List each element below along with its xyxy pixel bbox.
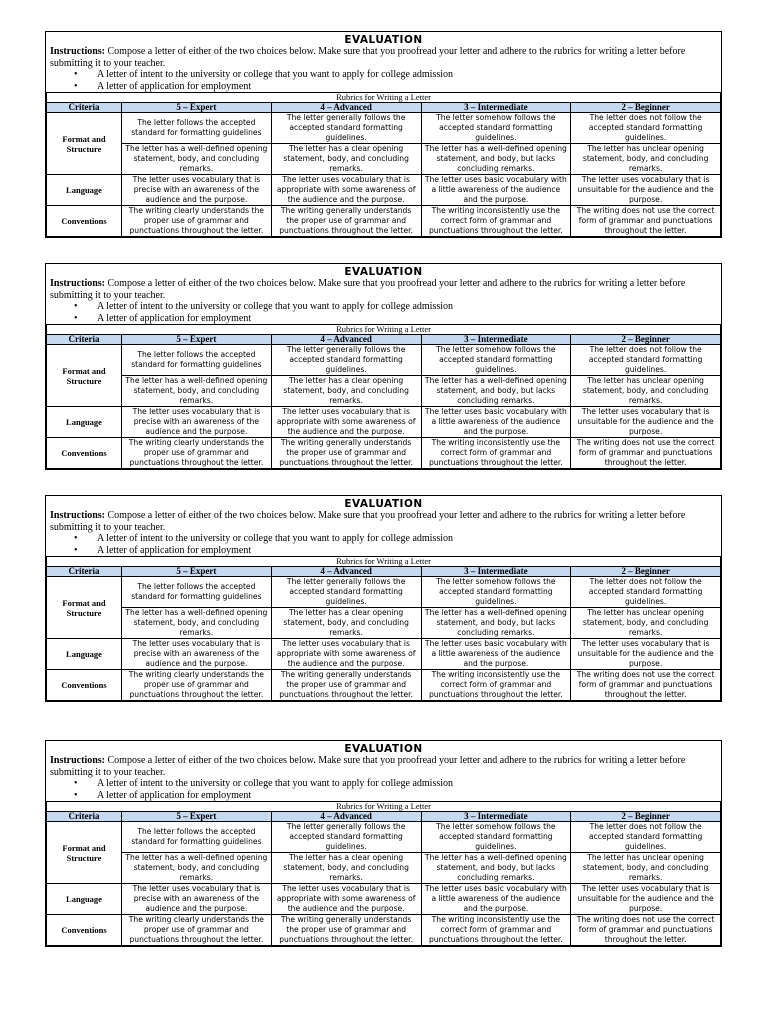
rubric-cell: The letter uses basic vocabulary with a little awareness of the audience and the purpose. [421, 884, 571, 915]
table-row [47, 608, 721, 639]
rubric-cell: The letter has a well-defined opening statement, body, and concluding remarks. [122, 144, 272, 175]
rubric-cell: The writing clearly understands the proper use of grammar and punctuations throughout the letter. [122, 206, 272, 237]
rubric-cell: The letter has a clear opening statement, body, and concluding remarks. [271, 853, 421, 884]
rubric-caption: Rubrics for Writing a Letter [47, 802, 721, 812]
choice-item [74, 778, 721, 790]
rubric-cell: The letter does not follow the accepted standard formatting guidelines. [571, 577, 721, 608]
rubric-cell: The letter generally follows the accepted standard formatting guidelines. [271, 345, 421, 376]
table-row [47, 577, 721, 608]
rubric-cell: The writing inconsistently use the correct form of grammar and punctuations throughout the letter. [421, 915, 571, 946]
rubric-cell: The letter has unclear opening statement, body, and concluding remarks. [571, 144, 721, 175]
choice-text: A letter of intent to the university or college that you want to apply for college admission [97, 778, 454, 789]
header-expert: 5 – Expert [122, 103, 272, 113]
rubric-cell: The letter has a clear opening statement, body, and concluding remarks. [271, 608, 421, 639]
table-row [47, 639, 721, 670]
choice-text: A letter of application for employment [97, 312, 252, 324]
choice-item [74, 313, 721, 325]
rubric-caption: Rubrics for Writing a Letter [47, 557, 721, 567]
table-row [47, 175, 721, 206]
criteria-language: Language [47, 884, 122, 915]
header-expert: 5 – Expert [122, 812, 272, 822]
instructions-label: Instructions: [50, 755, 106, 766]
header-intermediate: 3 – Intermediate [421, 103, 571, 113]
rubric-cell: The letter uses vocabulary that is appropriate with some awareness of the audience and the purpose. [271, 639, 421, 670]
rubric-cell: The writing inconsistently use the correct form of grammar and punctuations throughout the letter. [421, 670, 571, 701]
header-beginner: 2 – Beginner [571, 812, 721, 822]
rubric-table [46, 324, 721, 469]
bullet-icon: • [74, 301, 78, 312]
instructions-label: Instructions: [50, 278, 106, 289]
table-row [47, 144, 721, 175]
instructions-text: Compose a letter of either of the two choices below. Make sure that you proofread your letter and adhere to the rubrics for writing a letter before submitting it to your teacher. [50, 278, 686, 301]
rubric-cell: The letter somehow follows the accepted standard formatting guidelines. [421, 822, 571, 853]
rubric-cell: The letter has a well-defined opening statement, and body, but lacks concluding remarks. [421, 144, 571, 175]
rubric-cell: The letter has a well-defined opening statement, body, and concluding remarks. [122, 376, 272, 407]
table-row [47, 345, 721, 376]
evaluation-block-2 [45, 263, 722, 470]
letter-choices [46, 533, 721, 556]
instructions-text: Compose a letter of either of the two choices below. Make sure that you proofread your letter and adhere to the rubrics for writing a letter before submitting it to your teacher. [50, 510, 686, 533]
rubric-cell: The writing clearly understands the proper use of grammar and punctuations throughout the letter. [122, 438, 272, 469]
rubric-cell: The writing inconsistently use the correct form of grammar and punctuations throughout the letter. [421, 206, 571, 237]
rubric-cell: The letter uses basic vocabulary with a little awareness of the audience and the purpose. [421, 639, 571, 670]
rubric-table [46, 92, 721, 237]
choice-item [74, 545, 721, 557]
rubric-cell: The letter has a clear opening statement, body, and concluding remarks. [271, 144, 421, 175]
bullet-icon: • [74, 544, 78, 556]
evaluation-block-1 [45, 31, 722, 238]
rubric-cell: The letter has a clear opening statement, body, and concluding remarks. [271, 376, 421, 407]
rubric-cell: The letter uses vocabulary that is precise with an awareness of the audience and the purpose. [122, 884, 272, 915]
criteria-format-structure: Format and Structure [47, 345, 122, 407]
choice-item [74, 81, 721, 93]
criteria-conventions: Conventions [47, 670, 122, 701]
header-beginner: 2 – Beginner [571, 335, 721, 345]
table-row [47, 113, 721, 144]
table-row [47, 407, 721, 438]
criteria-language: Language [47, 407, 122, 438]
table-row [47, 438, 721, 469]
instructions [46, 46, 721, 69]
header-criteria: Criteria [47, 103, 122, 113]
header-beginner: 2 – Beginner [571, 567, 721, 577]
rubric-cell: The letter has a well-defined opening statement, body, and concluding remarks. [122, 853, 272, 884]
choice-item [74, 533, 721, 545]
bullet-icon: • [74, 69, 78, 80]
evaluation-title: EVALUATION [344, 266, 423, 278]
header-expert: 5 – Expert [122, 567, 272, 577]
header-advanced: 4 – Advanced [271, 567, 421, 577]
header-expert: 5 – Expert [122, 335, 272, 345]
rubric-cell: The letter has a well-defined opening statement, and body, but lacks concluding remarks. [421, 608, 571, 639]
criteria-format-structure: Format and Structure [47, 822, 122, 884]
letter-choices [46, 301, 721, 324]
rubric-cell: The writing does not use the correct form of grammar and punctuations throughout the letter. [571, 206, 721, 237]
letter-choices [46, 778, 721, 801]
rubric-cell: The letter uses vocabulary that is precise with an awareness of the audience and the purpose. [122, 639, 272, 670]
rubric-cell: The letter has a well-defined opening statement, body, and concluding remarks. [122, 608, 272, 639]
rubric-cell: The letter does not follow the accepted standard formatting guidelines. [571, 345, 721, 376]
criteria-format-structure: Format and Structure [47, 113, 122, 175]
rubric-caption: Rubrics for Writing a Letter [47, 93, 721, 103]
criteria-conventions: Conventions [47, 438, 122, 469]
choice-text: A letter of intent to the university or college that you want to apply for college admission [97, 533, 454, 544]
rubric-cell: The letter generally follows the accepted standard formatting guidelines. [271, 577, 421, 608]
rubric-cell: The letter uses vocabulary that is appropriate with some awareness of the audience and the purpose. [271, 884, 421, 915]
choice-text: A letter of intent to the university or college that you want to apply for college admission [97, 69, 454, 80]
instructions-text: Compose a letter of either of the two choices below. Make sure that you proofread your letter and adhere to the rubrics for writing a letter before submitting it to your teacher. [50, 755, 686, 778]
table-row [47, 915, 721, 946]
header-criteria: Criteria [47, 812, 122, 822]
rubric-cell: The letter generally follows the accepted standard formatting guidelines. [271, 822, 421, 853]
rubric-cell: The letter follows the accepted standard for formatting guidelines [122, 577, 272, 608]
bullet-icon: • [74, 312, 78, 324]
table-row [47, 853, 721, 884]
header-intermediate: 3 – Intermediate [421, 335, 571, 345]
rubric-cell: The letter uses vocabulary that is unsuitable for the audience and the purpose. [571, 639, 721, 670]
rubric-cell: The writing generally understands the proper use of grammar and punctuations throughout the letter. [271, 670, 421, 701]
rubric-cell: The letter uses vocabulary that is appropriate with some awareness of the audience and the purpose. [271, 175, 421, 206]
rubric-caption: Rubrics for Writing a Letter [47, 325, 721, 335]
choice-text: A letter of application for employment [97, 789, 252, 801]
criteria-language: Language [47, 175, 122, 206]
instructions-label: Instructions: [50, 46, 106, 57]
header-advanced: 4 – Advanced [271, 335, 421, 345]
instructions [46, 278, 721, 301]
rubric-cell: The letter somehow follows the accepted standard formatting guidelines. [421, 113, 571, 144]
rubric-cell: The letter somehow follows the accepted standard formatting guidelines. [421, 577, 571, 608]
rubric-cell: The writing generally understands the proper use of grammar and punctuations throughout the letter. [271, 206, 421, 237]
criteria-format-structure: Format and Structure [47, 577, 122, 639]
letter-choices [46, 69, 721, 92]
rubric-cell: The writing does not use the correct form of grammar and punctuations throughout the letter. [571, 915, 721, 946]
evaluation-title: EVALUATION [344, 498, 423, 510]
instructions [46, 755, 721, 778]
rubric-cell: The letter uses vocabulary that is appropriate with some awareness of the audience and the purpose. [271, 407, 421, 438]
rubric-cell: The writing clearly understands the proper use of grammar and punctuations throughout the letter. [122, 670, 272, 701]
table-row [47, 206, 721, 237]
header-advanced: 4 – Advanced [271, 812, 421, 822]
rubric-cell: The writing does not use the correct form of grammar and punctuations throughout the letter. [571, 670, 721, 701]
choice-item [74, 790, 721, 802]
rubric-cell: The letter has unclear opening statement, body, and concluding remarks. [571, 608, 721, 639]
choice-text: A letter of application for employment [97, 544, 252, 556]
rubric-cell: The letter somehow follows the accepted standard formatting guidelines. [421, 345, 571, 376]
table-row [47, 822, 721, 853]
choice-item [74, 69, 721, 81]
rubric-cell: The letter generally follows the accepted standard formatting guidelines. [271, 113, 421, 144]
rubric-cell: The letter follows the accepted standard for formatting guidelines [122, 113, 272, 144]
table-row [47, 670, 721, 701]
evaluation-title: EVALUATION [344, 34, 423, 46]
rubric-cell: The letter uses vocabulary that is precise with an awareness of the audience and the purpose. [122, 175, 272, 206]
choice-item [74, 301, 721, 313]
header-intermediate: 3 – Intermediate [421, 812, 571, 822]
rubric-cell: The writing inconsistently use the correct form of grammar and punctuations throughout the letter. [421, 438, 571, 469]
rubric-cell: The letter uses vocabulary that is unsuitable for the audience and the purpose. [571, 175, 721, 206]
rubric-cell: The letter has a well-defined opening statement, and body, but lacks concluding remarks. [421, 853, 571, 884]
rubric-cell: The letter does not follow the accepted standard formatting guidelines. [571, 822, 721, 853]
rubric-cell: The letter uses vocabulary that is unsuitable for the audience and the purpose. [571, 884, 721, 915]
header-criteria: Criteria [47, 335, 122, 345]
criteria-language: Language [47, 639, 122, 670]
evaluation-block-3 [45, 495, 722, 702]
rubric-table [46, 801, 721, 946]
rubric-cell: The letter uses vocabulary that is unsuitable for the audience and the purpose. [571, 407, 721, 438]
header-criteria: Criteria [47, 567, 122, 577]
header-advanced: 4 – Advanced [271, 103, 421, 113]
evaluation-block-4 [45, 740, 722, 947]
table-row [47, 376, 721, 407]
evaluation-title: EVALUATION [344, 743, 423, 755]
rubric-cell: The letter uses basic vocabulary with a little awareness of the audience and the purpose. [421, 407, 571, 438]
rubric-cell: The letter follows the accepted standard for formatting guidelines [122, 345, 272, 376]
bullet-icon: • [74, 789, 78, 801]
instructions [46, 510, 721, 533]
rubric-cell: The letter uses vocabulary that is precise with an awareness of the audience and the purpose. [122, 407, 272, 438]
choice-text: A letter of application for employment [97, 80, 252, 92]
rubric-cell: The writing does not use the correct form of grammar and punctuations throughout the letter. [571, 438, 721, 469]
rubric-table [46, 556, 721, 701]
rubric-cell: The letter has unclear opening statement, body, and concluding remarks. [571, 376, 721, 407]
criteria-conventions: Conventions [47, 915, 122, 946]
rubric-cell: The writing generally understands the proper use of grammar and punctuations throughout the letter. [271, 915, 421, 946]
rubric-cell: The letter has unclear opening statement, body, and concluding remarks. [571, 853, 721, 884]
table-row [47, 884, 721, 915]
bullet-icon: • [74, 778, 78, 789]
choice-text: A letter of intent to the university or college that you want to apply for college admission [97, 301, 454, 312]
rubric-cell: The letter does not follow the accepted standard formatting guidelines. [571, 113, 721, 144]
rubric-cell: The letter has a well-defined opening statement, and body, but lacks concluding remarks. [421, 376, 571, 407]
rubric-cell: The letter uses basic vocabulary with a little awareness of the audience and the purpose. [421, 175, 571, 206]
bullet-icon: • [74, 80, 78, 92]
rubric-cell: The writing generally understands the proper use of grammar and punctuations throughout the letter. [271, 438, 421, 469]
header-beginner: 2 – Beginner [571, 103, 721, 113]
header-intermediate: 3 – Intermediate [421, 567, 571, 577]
rubric-cell: The writing clearly understands the proper use of grammar and punctuations throughout the letter. [122, 915, 272, 946]
rubric-cell: The letter follows the accepted standard for formatting guidelines [122, 822, 272, 853]
criteria-conventions: Conventions [47, 206, 122, 237]
instructions-text: Compose a letter of either of the two choices below. Make sure that you proofread your letter and adhere to the rubrics for writing a letter before submitting it to your teacher. [50, 46, 686, 69]
bullet-icon: • [74, 533, 78, 544]
instructions-label: Instructions: [50, 510, 106, 521]
